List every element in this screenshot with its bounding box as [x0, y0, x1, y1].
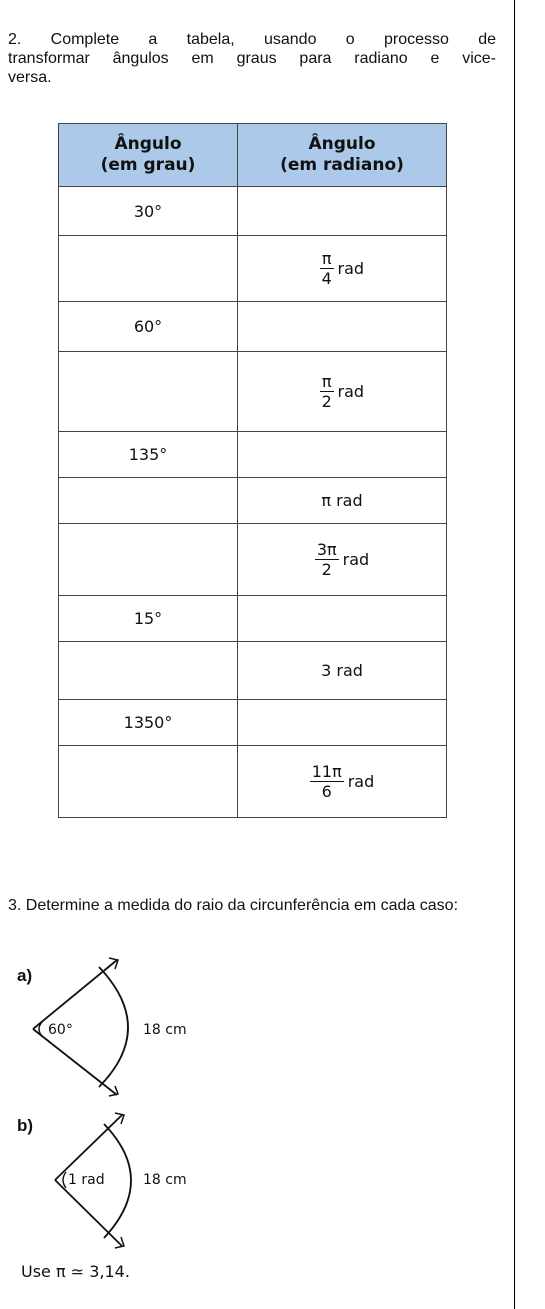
radians-value: π rad: [321, 491, 363, 510]
fraction-denominator: 4: [321, 269, 332, 288]
radians-unit: rad: [337, 382, 365, 401]
figure-a-label: a): [17, 966, 33, 985]
sector-b-angle-mark: [63, 1172, 66, 1188]
header-degrees-line-1: Ângulo: [114, 134, 182, 154]
fraction-numerator: π: [321, 249, 332, 268]
question-2-line-2: transformar ângulos em graus para radiano e vice-: [8, 50, 496, 67]
sector-a-arc: [99, 967, 128, 1087]
sector-a: [33, 958, 187, 1096]
sector-a-arc-length-label: 18 cm: [143, 1022, 187, 1038]
radians-unit: rad: [342, 550, 370, 569]
fraction-denominator: 2: [321, 560, 332, 579]
fraction-numerator: 3π: [316, 540, 337, 559]
question-2-line-1: 2. Complete a tabela, usando o processo de: [8, 31, 496, 48]
sector-b-upper-radius: [55, 1115, 122, 1180]
pi-approximation-note: Use π ≃ 3,14.: [21, 1262, 130, 1281]
degrees-value: 1350°: [123, 713, 173, 732]
question-2-line-3: versa.: [8, 69, 52, 86]
fraction-numerator: 11π: [311, 762, 342, 781]
header-radians-line-2: (em radiano): [280, 155, 404, 175]
sector-b-angle-label: 1 rad: [68, 1172, 105, 1188]
degrees-value: 15°: [133, 609, 163, 628]
sector-a-lower-radius: [33, 1029, 117, 1095]
sector-a-angle-label: 60°: [48, 1022, 73, 1038]
fraction-denominator: 2: [321, 392, 332, 411]
sector-b-lower-radius: [55, 1180, 122, 1246]
header-radians-line-1: Ângulo: [308, 134, 376, 154]
fraction-numerator: π: [321, 372, 332, 391]
sector-a-upper-radius: [33, 960, 117, 1029]
figure-b-label: b): [17, 1116, 34, 1135]
degrees-value: 135°: [128, 445, 168, 464]
degrees-value: 30°: [133, 201, 163, 221]
sector-b-arc-length-label: 18 cm: [143, 1172, 187, 1188]
radians-unit: rad: [347, 772, 375, 791]
header-degrees-line-2: (em grau): [100, 155, 196, 175]
question-3-text: 3. Determine a medida do raio da circunferência em cada caso:: [8, 897, 459, 914]
sector-b-arc: [104, 1124, 131, 1238]
fraction-denominator: 6: [321, 782, 332, 801]
sector-a-arc-tick-bottom: [109, 1086, 118, 1096]
radians-value: 3 rad: [321, 661, 363, 680]
radians-unit: rad: [337, 259, 365, 278]
degrees-value: 60°: [133, 317, 163, 336]
sector-b: [55, 1113, 187, 1248]
